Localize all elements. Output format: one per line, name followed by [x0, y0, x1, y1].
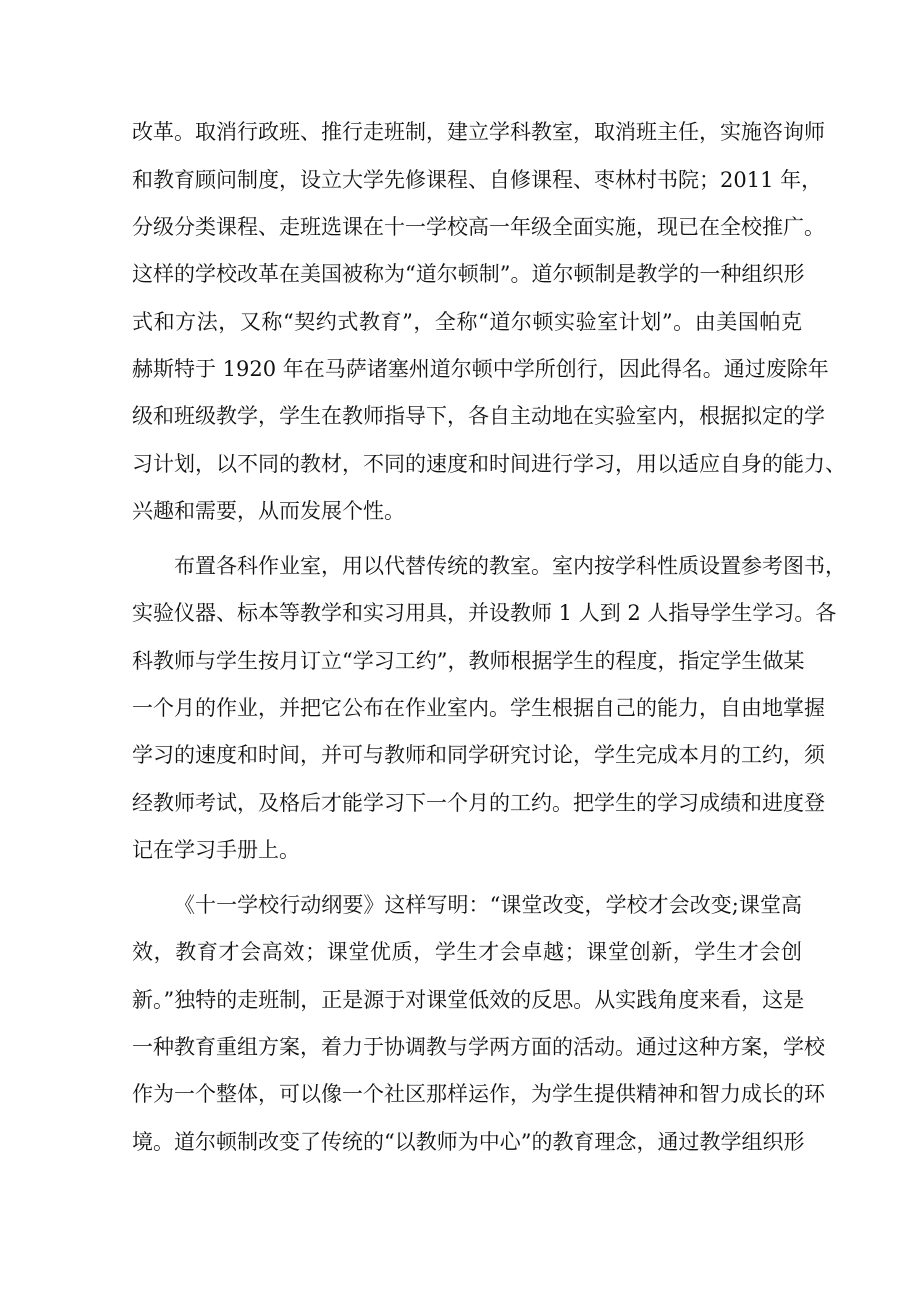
text-line: 习计划，以不同的教材，不同的速度和时间进行学习，用以适应自身的能力、	[132, 452, 846, 476]
text-line: 这样的学校改革在美国被称为“道尔顿制”。道尔顿制是教学的一种组织形	[132, 262, 805, 286]
text-line: 分级分类课程、走班选课在十一学校高一年级全面实施，现已在全校推广。	[132, 215, 825, 239]
text-line: 和教育顾问制度，设立大学先修课程、自修课程、枣林村书院；2011 年，	[132, 168, 823, 192]
text-line: 一种教育重组方案，着力于协调教与学两方面的活动。通过这种方案，学校	[132, 1035, 825, 1059]
text-line: 式和方法，又称“契约式教育”，全称“道尔顿实验室计划”。由美国帕克	[132, 310, 802, 334]
text-line: 经教师考试，及格后才能学习下一个月的工约。把学生的学习成绩和进度登	[132, 791, 825, 815]
text-line: 改革。取消行政班、推行走班制，建立学科教室，取消班主任，实施咨询师	[132, 120, 825, 144]
text-line: 新。”独特的走班制，正是源于对课堂低效的反思。从实践角度来看，这是	[132, 988, 805, 1012]
text-line: 布置各科作业室，用以代替传统的教室。室内按学科性质设置参考图书，	[174, 554, 846, 578]
text-line: 一个月的作业，并把它公布在作业室内。学生根据自己的能力，自由地掌握	[132, 696, 825, 720]
text-line: 作为一个整体，可以像一个社区那样运作，为学生提供精神和智力成长的环	[132, 1082, 825, 1106]
text-line: 《十一学校行动纲要》这样写明：“课堂改变，学校才会改变;课堂高	[174, 893, 802, 917]
text-line: 记在学习手册上。	[132, 838, 300, 862]
text-line: 科教师与学生按月订立“学习工约”，教师根据学生的程度，指定学生做某	[132, 649, 805, 673]
text-line: 赫斯特于 1920 年在马萨诸塞州道尔顿中学所创行，因此得名。通过废除年	[132, 357, 829, 381]
text-line: 兴趣和需要，从而发展个性。	[132, 499, 405, 523]
text-line: 效，教育才会高效；课堂优质，学生才会卓越；课堂创新，学生才会创	[132, 940, 802, 964]
text-line: 境。道尔顿制改变了传统的“以教师为中心”的教育理念，通过教学组织形	[132, 1130, 805, 1154]
text-line: 学习的速度和时间，并可与教师和同学研究讨论，学生完成本月的工约，须	[132, 743, 825, 767]
text-line: 级和班级教学，学生在教师指导下，各自主动地在实验室内，根据拟定的学	[132, 404, 825, 428]
text-line: 实验仪器、标本等教学和实习用具，并设教师 1 人到 2 人指导学生学习。各	[132, 601, 837, 625]
